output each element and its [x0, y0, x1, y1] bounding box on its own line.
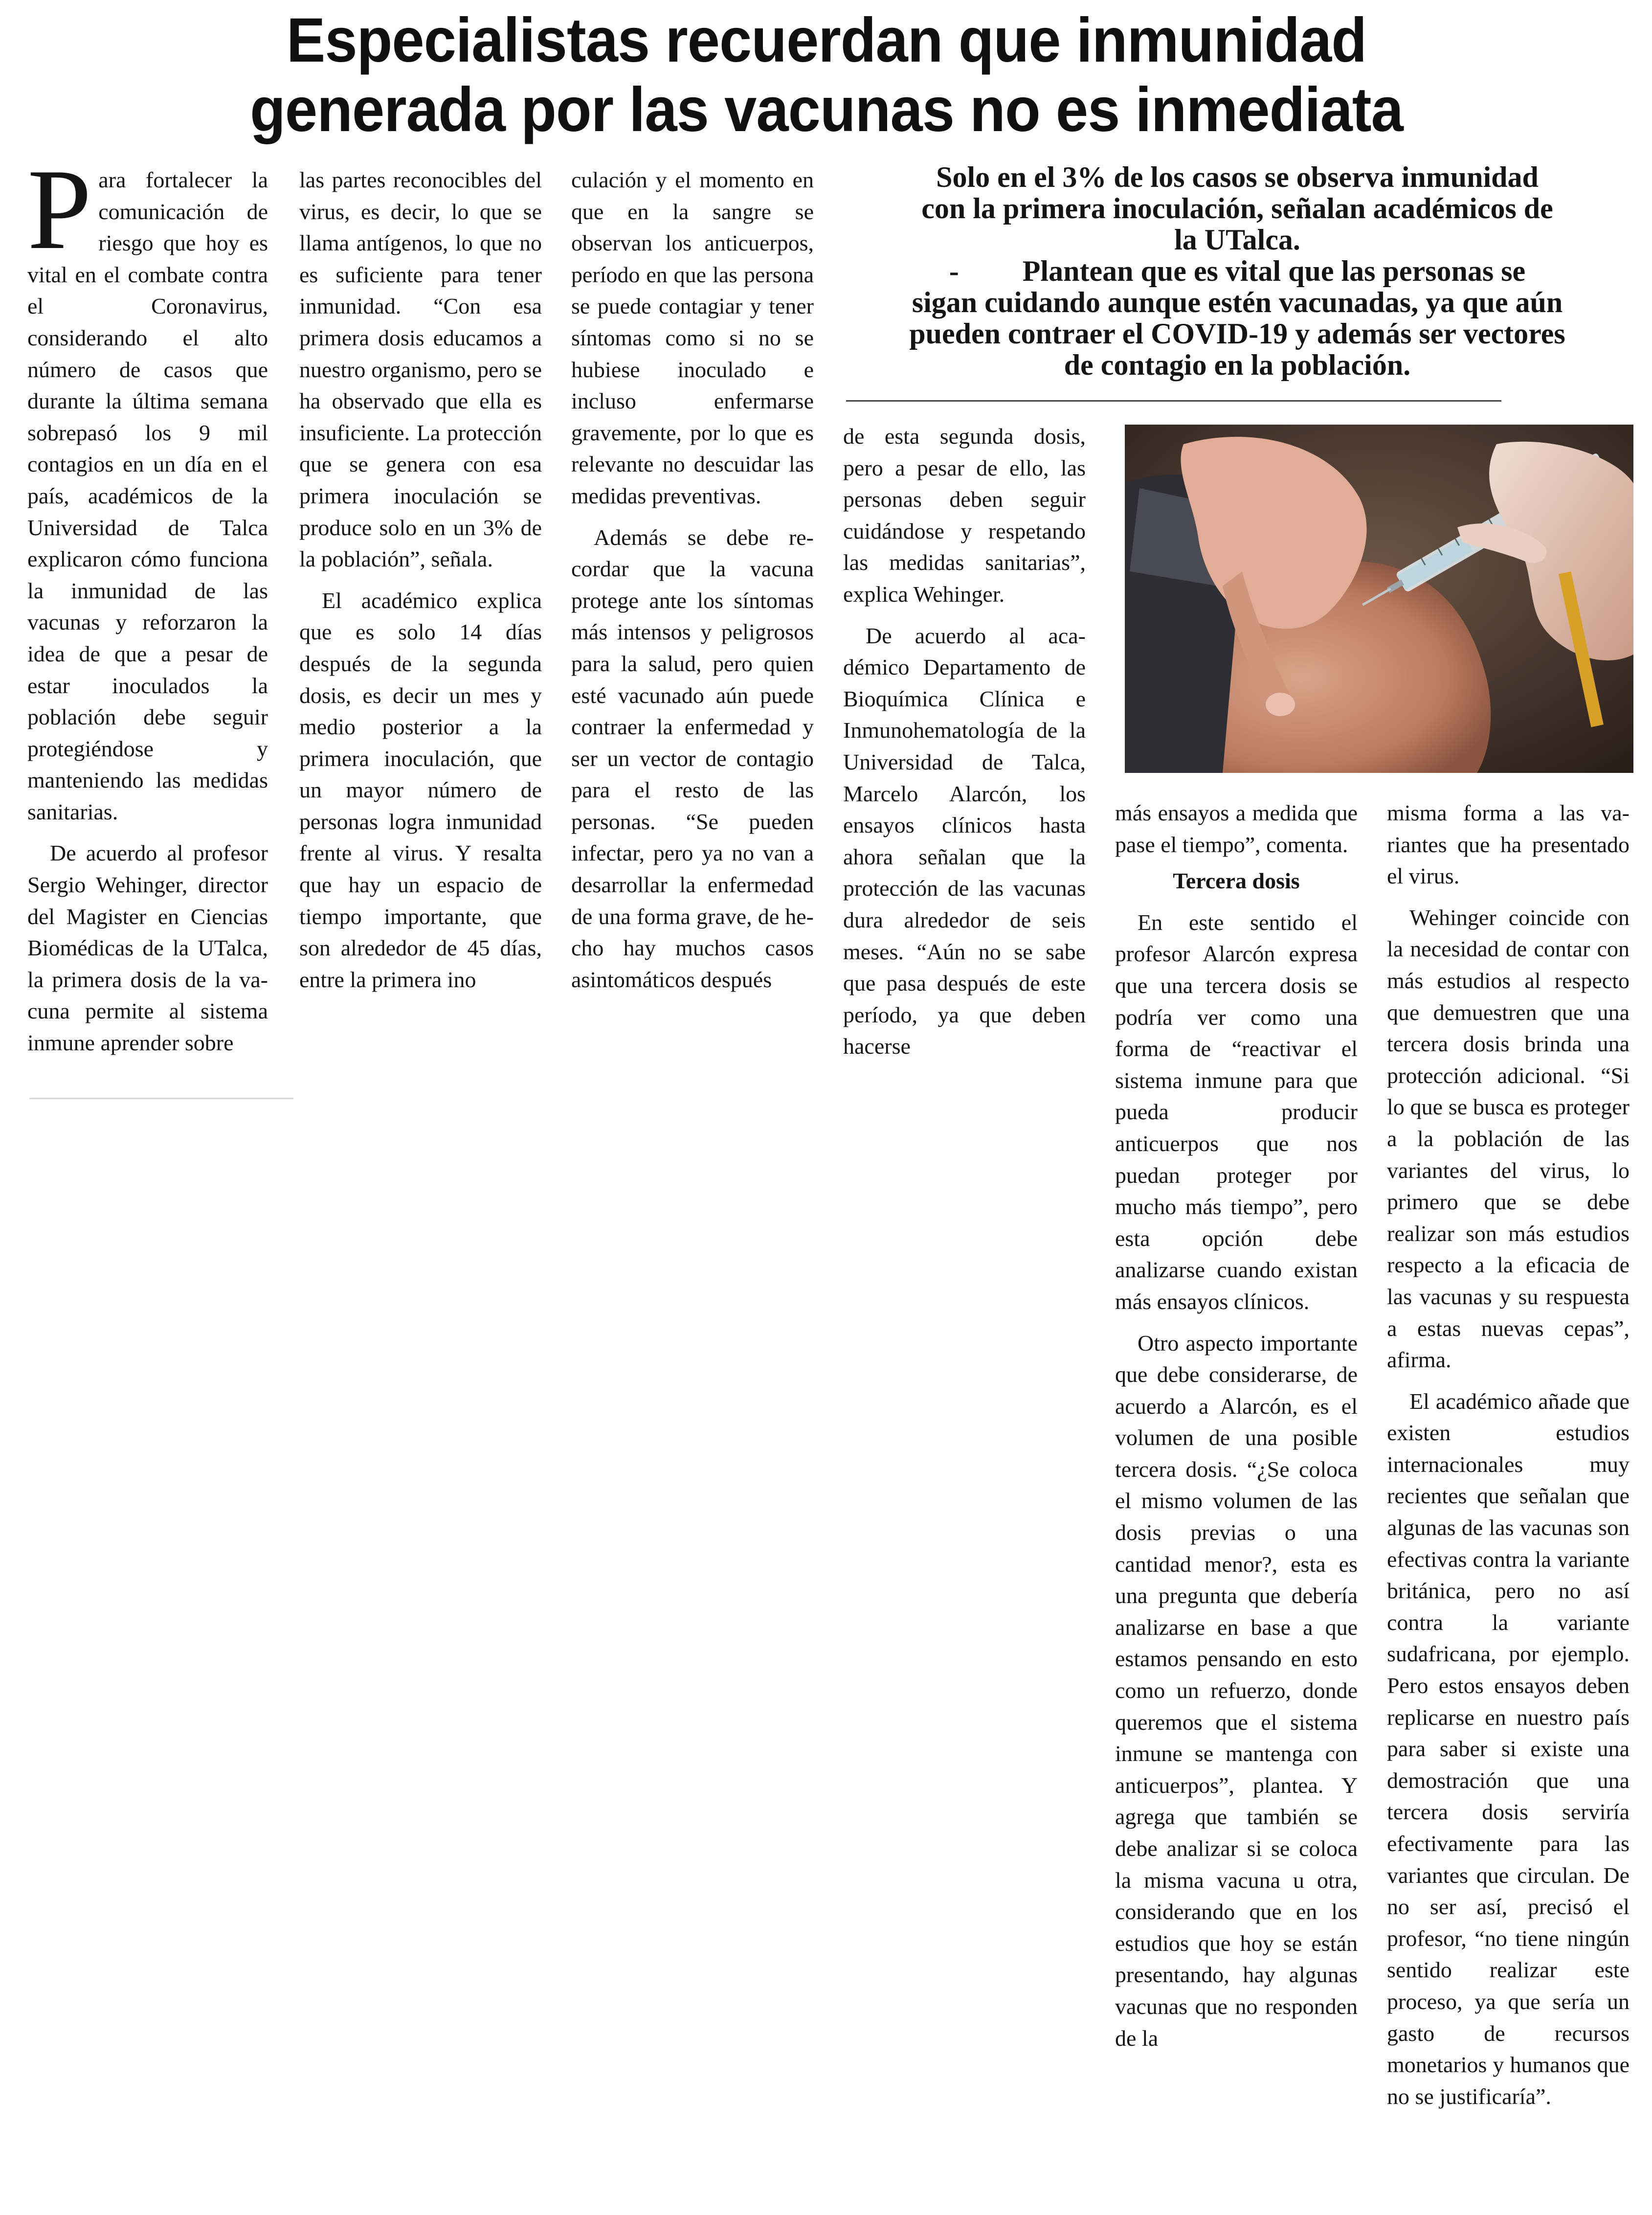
deck-line: de contagio en la población.: [1064, 349, 1411, 381]
deck-line: pueden contraer el COVID-19 y además ser vectores: [909, 317, 1565, 350]
paragraph: De acuerdo al académico Departamento de Bioquímica Clínica e Inmunohematología de la Universidad de Talca, Marcelo Alarcón, los ensayos clínicos hasta ahora señalan que la protección de las vacunas dura alrededor de seis meses. “Aún no se sabe que pasa después de este período, ya que deben hacerse: [843, 623, 1086, 1059]
paragraph: misma forma a las variantes que ha presentado el virus.: [1387, 800, 1630, 889]
paragraph: El académico añade que existen estudios internacionales muy recientes que señalan que algunas de las vacunas son efectivas contra la variante británica, pero no así contra la variante sudafricana, por ejemplo. Pero estos ensayos deben replicarse en nuestro país para saber si existe una demostración que una tercera dosis serviría efectivamente para las variantes que circulan. De no ser así, precisó el profesor, “no tiene ningún sentido realizar este proceso, ya que sería un gasto de recursos monetarios y humanos que no se justificaría”.: [1387, 1388, 1630, 2109]
column-divider: [29, 1098, 293, 1099]
article-column-3: [571, 164, 814, 995]
paragraph: El académico explica que es solo 14 días después de la segunda dosis, es decir un mes y medio posterior a la primera inoculación, que un mayor número de personas logra inmunidad frente al virus. Y resalta que hay un espacio de tiempo importante, que son alrededor de 45 días, entre la primera ino: [299, 588, 542, 992]
deck-line: con la primera inoculación, señalan académicos de: [921, 192, 1553, 225]
paragraph: Wehinger coincide con la necesidad de contar con más estudios al respecto que demuestren que una tercera dosis brinda una protección adicional. “Si lo que se busca es proteger a la población de las variantes del virus, lo primero que se debe realizar son más estudios respecto a la eficacia de las vacunas y su respuesta a estas nuevas cepas”, afirma.: [1387, 904, 1630, 1373]
paragraph: más ensayos a medida que pase el tiempo”, comenta.: [1115, 800, 1358, 857]
vaccine-injection-photo: [1125, 425, 1633, 773]
headline-line-2: generada por las vacunas no es inmediata: [250, 75, 1403, 145]
deck-line: la UTalca.: [1174, 224, 1300, 256]
deck-line: Solo en el 3% de los casos se observa inmunidad: [936, 161, 1539, 193]
article-column-1: [27, 146, 268, 1059]
article-column-2: [299, 164, 542, 995]
deck-line: sigan cuidando aunque estén vacunadas, ya que aún: [912, 286, 1563, 318]
headline-line-1: Especialistas recuerdan que inmunidad: [286, 5, 1367, 75]
article-column-5: [1115, 797, 1358, 2054]
vaccine-injection-photo-icon: [1125, 425, 1633, 773]
article-deck: [841, 161, 1633, 381]
paragraph: Otro aspecto importante que debe considerarse, de acuerdo a Alarcón, es el volumen de una posible tercera dosis. “¿Se coloca el mismo volumen de las dosis previas o una cantidad menor?, esta es una pregunta que debería analizarse en base a que estamos pensando en esto como un refuerzo, donde queremos que el sistema inmune se mantenga con anticuerpos”, plantea. Y agrega que también se debe analizar si se coloca la misma vacuna u otra, considerando que en los estudios que hoy se están presentando, hay algunas vacunas que no responden de la: [1115, 1330, 1358, 2051]
paragraph: [27, 146, 268, 828]
paragraph: las partes reconocibles del virus, es decir, lo que se llama antígenos, lo que no es suficiente para tener inmunidad. “Con esa primera dosis educamos a nuestro organismo, pero se ha observado que ella es insuficiente. La protección que se genera con esa primera inoculación se produce solo en un 3% de la población”, señala.: [299, 167, 542, 572]
paragraph-text: ara fortalecer la comunicación de riesgo que hoy es vital en el combate contra el Coronavirus, considerando el alto número de casos que durante la última semana sobrepasó los 9 mil contagios en un día en el país, académicos de la Universidad de Talca explicaron cómo funciona la inmunidad de las vacunas y reforzaron la idea de que a pesar de estar inoculados la población debe seguir protegiéndose y manteniendo las medidas sanitarias.: [27, 167, 268, 824]
article-column-4: [843, 421, 1086, 1062]
paragraph: Además se debe recordar que la vacuna protege ante los síntomas más intensos y peligrosos para la salud, pero quien esté vacunado aún puede contraer la enfermedad y ser un vector de contagio para el resto de las personas. “Se pueden infectar, pero ya no van a desarrollar la enfermedad de una forma grave, de hecho hay muchos casos asintomáticos después: [571, 524, 814, 992]
deck-divider: [846, 400, 1501, 402]
paragraph: De acuerdo al profesor Sergio Wehinger, director del Magister en Ciencias Biomédicas de la UTalca, la primera dosis de la vacuna permite al sistema inmune aprender sobre: [27, 840, 268, 1056]
drop-cap: P: [27, 146, 92, 273]
section-subheading: Tercera dosis: [1173, 868, 1300, 894]
paragraph: de esta segunda dosis, pero a pesar de ello, las personas deben seguir cuidándose y respetando las medidas sanitarias”, explica Wehinger.: [843, 424, 1086, 607]
paragraph: culación y el momento en que en la sangre se observan los anticuerpos, período en que las persona se puede contagiar y tener síntomas como si no se hubiese inoculado e incluso enfermarse gravemente, por lo que es relevante no descuidar las medidas preventivas.: [571, 167, 814, 508]
deck-bullet-line: [841, 255, 1633, 287]
paragraph: En este sentido el profesor Alarcón expresa que una tercera dosis se podría ver como una forma de “reactivar el sistema inmune para que pueda producir anticuerpos que nos puedan proteger por mucho más tiempo”, pero esta opción debe analizarse cuando existan más ensayos clínicos.: [1115, 909, 1358, 1314]
deck-line: Plantean que es vital que las personas se: [1022, 255, 1526, 287]
deck-dash: -: [949, 255, 959, 287]
headline: [85, 6, 1568, 145]
article-column-6: [1387, 797, 1630, 2112]
